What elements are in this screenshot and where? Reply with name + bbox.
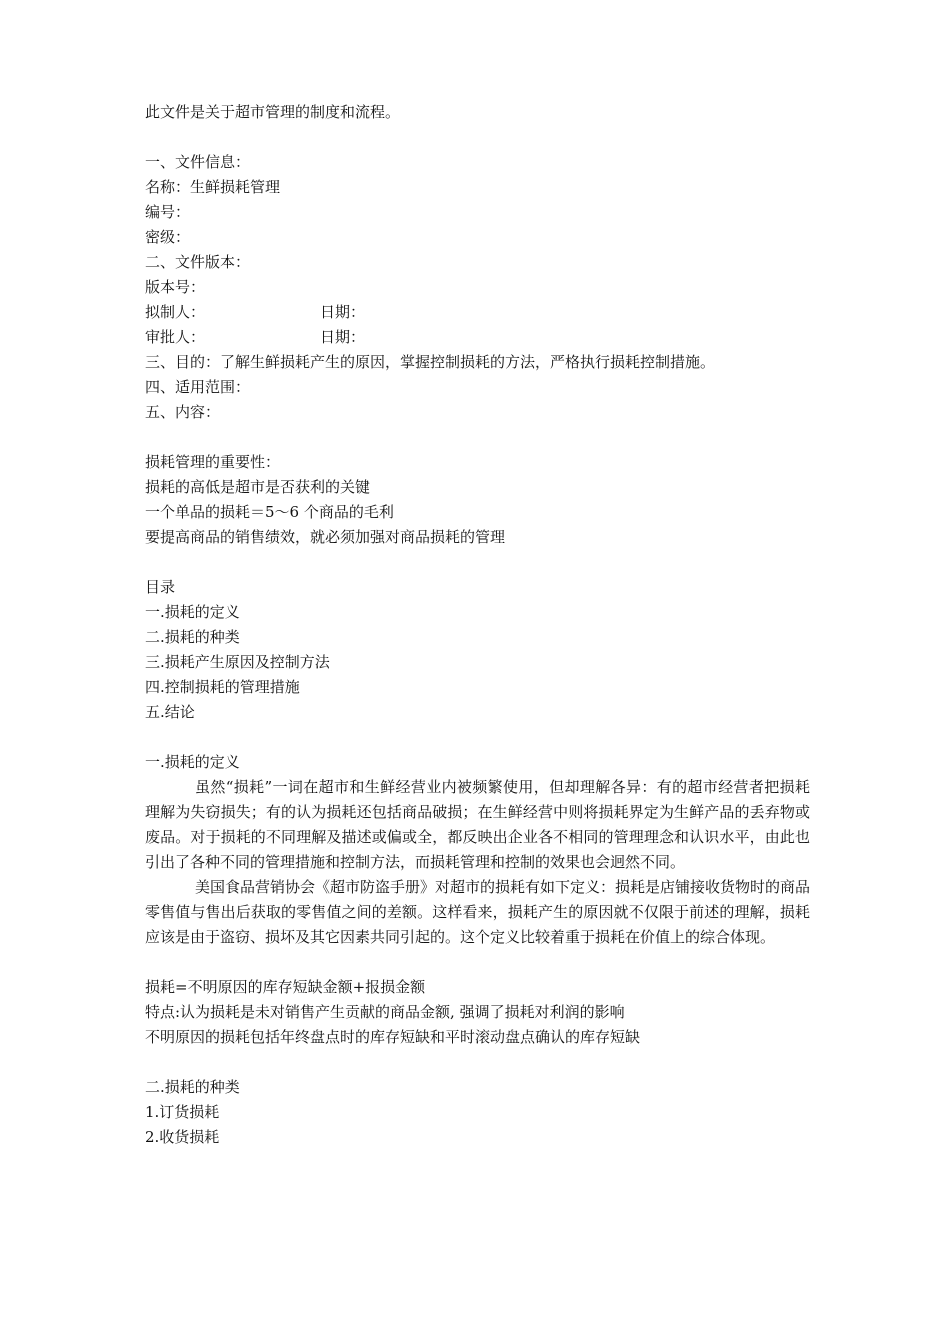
toc-item: 一.损耗的定义	[145, 603, 240, 621]
importance-line: 一个单品的损耗＝5～6 个商品的毛利	[145, 503, 394, 521]
importance-line: 损耗的高低是超市是否获利的关键	[145, 478, 371, 496]
loss-feature: 特点:认为损耗是未对销售产生贡献的商品金额, 强调了损耗对利润的影响	[145, 1003, 625, 1021]
approver-date-label: 日期：	[320, 328, 366, 346]
toc-item: 五.结论	[145, 703, 195, 721]
importance-heading: 损耗管理的重要性：	[145, 453, 281, 471]
file-name: 名称：生鲜损耗管理	[145, 178, 281, 196]
content-text: 五、内容：	[145, 403, 221, 421]
section1-heading: 一.损耗的定义	[145, 753, 240, 771]
version-number: 版本号：	[145, 278, 206, 296]
approver-row	[145, 325, 810, 350]
approver-label: 审批人：	[145, 328, 206, 346]
spacer	[145, 950, 810, 975]
section2-item: 2.收货损耗	[145, 1128, 220, 1146]
section1-paragraph-2: 美国食品营销协会《超市防盗手册》对超市的损耗有如下定义：损耗是店铺接收货物时的商品零售值与售出后获取的零售值之间的差额。这样看来，损耗产生的原因就不仅限于前述的理解，损耗应该是由于盗窃、损坏及其它因素共同引起的。这个定义比较着重于损耗在价值上的综合体现。	[145, 878, 811, 946]
file-number: 编号：	[145, 203, 191, 221]
toc-item: 三.损耗产生原因及控制方法	[145, 653, 330, 671]
spacer	[145, 125, 810, 150]
drafter-row	[145, 300, 810, 325]
section2-item: 1.订货损耗	[145, 1103, 220, 1121]
file-version-heading: 二、文件版本：	[145, 253, 251, 271]
drafter-label: 拟制人：	[145, 303, 206, 321]
drafter-date-label: 日期：	[320, 303, 366, 321]
section2-heading: 二.损耗的种类	[145, 1078, 240, 1096]
toc-item: 二.损耗的种类	[145, 628, 240, 646]
toc-item: 四.控制损耗的管理措施	[145, 678, 300, 696]
purpose-text: 三、目的：了解生鲜损耗产生的原因，掌握控制损耗的方法，严格执行损耗控制措施。	[145, 353, 716, 371]
loss-formula: 损耗=不明原因的库存短缺金额+报损金额	[145, 978, 426, 996]
intro-text: 此文件是关于超市管理的制度和流程。	[145, 103, 401, 121]
document-body	[145, 100, 810, 1150]
file-info-heading: 一、文件信息：	[145, 153, 251, 171]
section1-paragraph-1: 虽然“损耗”一词在超市和生鲜经营业内被频繁使用，但却理解各异：有的超市经营者把损耗理解为失窃损失；有的认为损耗还包括商品破损；在生鲜经营中则将损耗界定为生鲜产品的丢弃物或废品。对于损耗的不同理解及描述或偏或全，都反映出企业各不相同的管理理念和认识水平，由此也引出了各种不同的管理措施和控制方法，而损耗管理和控制的效果也会迥然不同。	[145, 778, 810, 871]
toc-heading: 目录	[145, 578, 176, 596]
file-secrecy: 密级：	[145, 228, 191, 246]
scope-text: 四、适用范围：	[145, 378, 251, 396]
spacer	[145, 725, 810, 750]
spacer	[145, 550, 810, 575]
spacer	[145, 1050, 810, 1075]
spacer	[145, 425, 810, 450]
importance-line: 要提高商品的销售绩效，就必须加强对商品损耗的管理	[145, 528, 506, 546]
loss-note: 不明原因的损耗包括年终盘点时的库存短缺和平时滚动盘点确认的库存短缺	[145, 1028, 641, 1046]
